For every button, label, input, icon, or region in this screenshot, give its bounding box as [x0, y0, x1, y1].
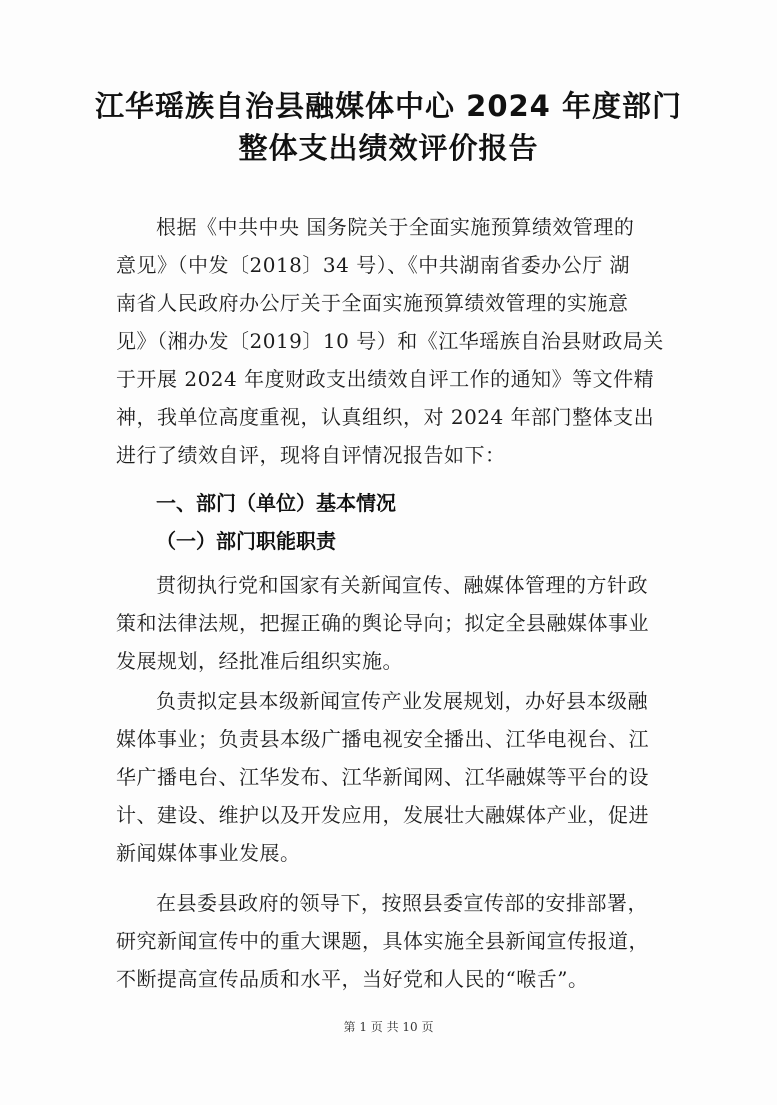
- intro-line: 意见》（中发〔2018〕34 号）、《中共湖南省委办公厅 湖: [116, 253, 631, 277]
- paragraph-line: 华广播电台、江华发布、江华新闻网、江华融媒等平台的设: [116, 765, 649, 789]
- intro-line: 见》（湘办发〔2019〕10 号）和《江华瑶族自治县财政局关: [116, 329, 664, 353]
- paragraph-line: 媒体事业；负责县本级广播电视安全播出、江华电视台、江: [116, 727, 649, 751]
- paragraph-line: 策和法律法规，把握正确的舆论导向；拟定全县融媒体事业: [116, 611, 649, 635]
- report-title-line-2: 整体支出绩效评价报告: [238, 131, 539, 165]
- intro-line: 神，我单位高度重视，认真组织，对 2024 年部门整体支出: [116, 405, 655, 429]
- paragraph-line: 不断提高宣传品质和水平，当好党和人民的“喉舌”。: [116, 967, 589, 991]
- paragraph-line: 计、建设、维护以及开发应用，发展壮大融媒体产业，促进: [116, 803, 649, 827]
- paragraph-line: 新闻媒体事业发展。: [116, 841, 301, 865]
- intro-line: 南省人民政府办公厅关于全面实施预算绩效管理的实施意: [116, 291, 629, 315]
- paragraph-line: 发展规划，经批准后组织实施。: [116, 649, 403, 673]
- report-title-line-1: 江华瑶族自治县融媒体中心 2024 年度部门: [95, 89, 682, 123]
- paragraph-line: 研究新闻宣传中的重大课题，具体实施全县新闻宣传报道，: [116, 929, 649, 953]
- paragraph-line: 贯彻执行党和国家有关新闻宣传、融媒体管理的方针政: [156, 573, 648, 597]
- intro-line: 根据《中共中央 国务院关于全面实施预算绩效管理的: [156, 215, 635, 239]
- intro-line: 于开展 2024 年度财政支出绩效自评工作的通知》等文件精: [116, 367, 655, 391]
- paragraph-line: 在县委县政府的领导下，按照县委宣传部的安排部署，: [156, 891, 648, 915]
- page-number-footer: 第 1 页 共 10 页: [343, 1020, 434, 1034]
- section-heading: 一、部门（单位）基本情况: [156, 491, 396, 515]
- paragraph-line: 负责拟定县本级新闻宣传产业发展规划，办好县本级融: [156, 689, 648, 713]
- intro-line: 进行了绩效自评，现将自评情况报告如下：: [116, 443, 506, 467]
- subsection-heading: （一）部门职能职责: [156, 529, 336, 553]
